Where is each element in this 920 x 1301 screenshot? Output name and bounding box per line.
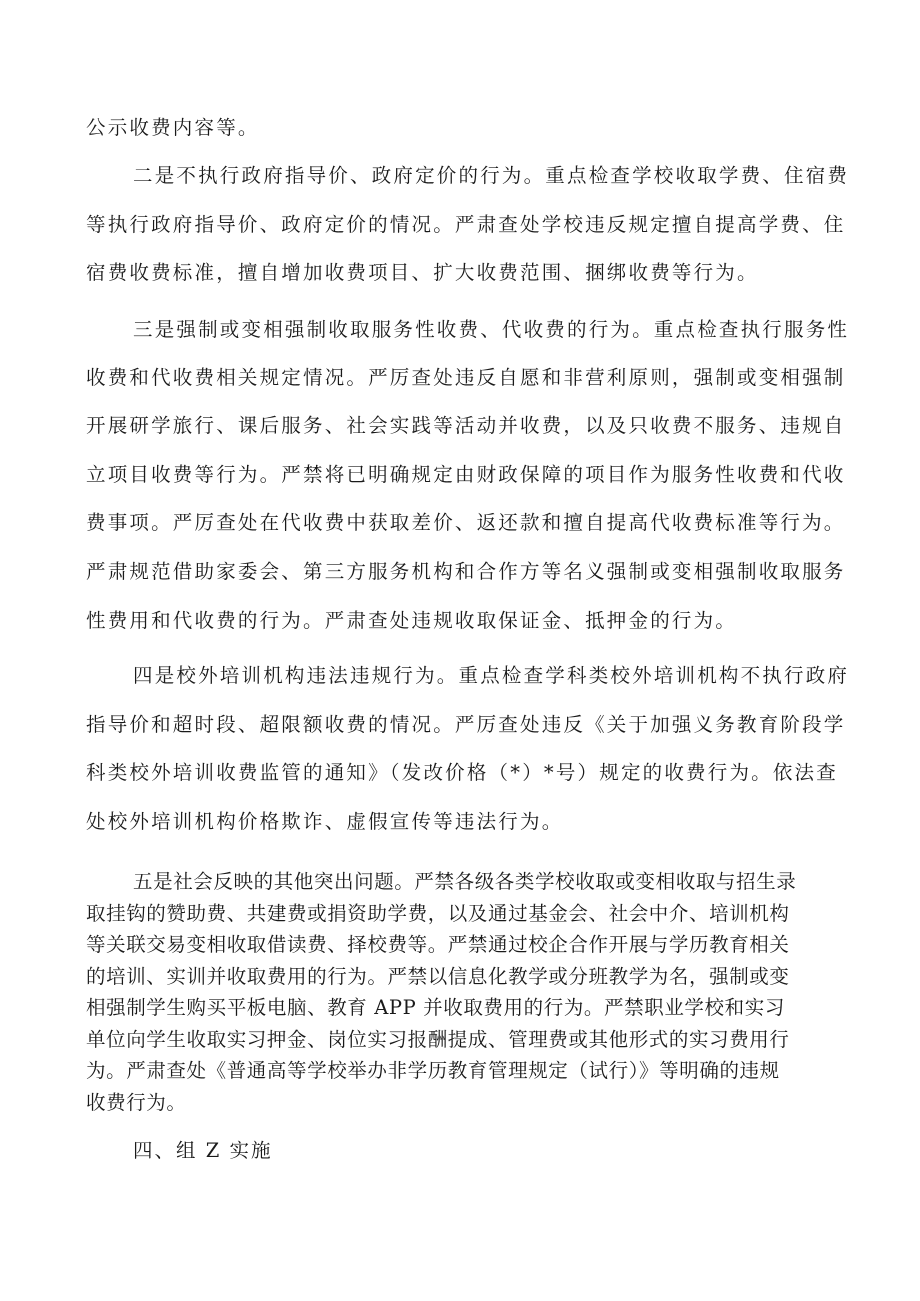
paragraph-five-line: 等关联交易变相收取借读费、择校费等。严禁通过校企合作开展与学历教育相关 (86, 933, 790, 956)
paragraph-three-line: 性费用和代收费的行为。严肃查处违规收取保证金、抵押金的行为。 (86, 609, 738, 632)
paragraph-four-line: 处校外培训机构价格欺诈、虚假宣传等违法行为。 (86, 810, 564, 833)
paragraph-four-line: 指导价和超时段、超限额收费的情况。严厉查处违反《关于加强义务教育阶段学 (86, 713, 846, 736)
paragraph-two-line: 等执行政府指导价、政府定价的情况。严肃查处学校违反规定擅自提高学费、住 (86, 213, 846, 236)
section-heading: 四、组 Z 实施 (133, 1139, 273, 1162)
paragraph-two-line: 二是不执行政府指导价、政府定价的行为。重点检查学校收取学费、住宿费 (133, 164, 850, 187)
paragraph-three-line: 开展研学旅行、课后服务、社会实践等活动并收费，以及只收费不服务、违规自 (86, 414, 846, 437)
paragraph-three-line: 收费和代收费相关规定情况。严厉查处违反自愿和非营利原则，强制或变相强制 (86, 366, 846, 389)
paragraph-three-line: 费事项。严厉查处在代收费中获取差价、返还款和擅自提高代收费标准等行为。 (86, 511, 846, 534)
paragraph-five-line: 取挂钩的赞助费、共建费或捐资助学费，以及通过基金会、社会中介、培训机构 (86, 902, 790, 925)
paragraph-five-line: 相强制学生购买平板电脑、教育 APP 并收取费用的行为。严禁职业学校和实习 (86, 996, 785, 1019)
paragraph-three-line: 三是强制或变相强制收取服务性收费、代收费的行为。重点检查执行服务性 (133, 318, 850, 341)
paragraph-four-line: 科类校外培训收费监管的通知》（发改价格（*）*号）规定的收费行为。依法查 (86, 761, 838, 784)
paragraph-three-line: 立项目收费等行为。严禁将已明确规定由财政保障的项目作为服务性收费和代收 (86, 463, 846, 486)
paragraph-five-line: 为。严肃查处《普通高等学校举办非学历教育管理规定（试行）》等明确的违规 (86, 1059, 780, 1082)
paragraph-three-line: 严肃规范借助家委会、第三方服务机构和合作方等名义强制或变相强制收取服务 (86, 560, 846, 583)
paragraph-five-line: 单位向学生收取实习押金、岗位实习报酬提成、管理费或其他形式的实习费用行 (86, 1028, 790, 1051)
paragraph-intro-line: 公示收费内容等。 (86, 116, 260, 139)
paragraph-four-line: 四是校外培训机构违法违规行为。重点检查学科类校外培训机构不执行政府 (133, 664, 850, 687)
paragraph-five-line: 五是社会反映的其他突出问题。严禁各级各类学校收取或变相收取与招生录 (133, 870, 797, 893)
paragraph-five-line: 收费行为。 (86, 1091, 187, 1114)
paragraph-two-line: 宿费收费标准，擅自增加收费项目、扩大收费范围、捆绑收费等行为。 (86, 261, 759, 284)
paragraph-five-line: 的培训、实训并收取费用的行为。严禁以信息化教学或分班教学为名，强制或变 (86, 965, 790, 988)
